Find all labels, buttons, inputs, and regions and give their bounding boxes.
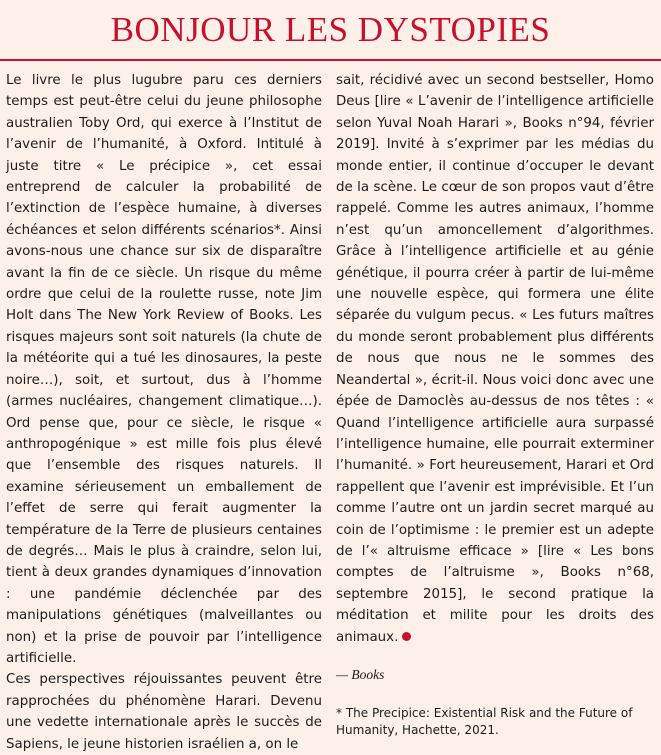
title-divider — [0, 59, 661, 61]
end-mark-icon — [402, 632, 411, 641]
paragraph-3-text: sait, récidivé avec un second bestseller, Homo Deus [lire « L’avenir de l’intelligence artificielle selon Yuval Noah Harari », Books n°94, février 2019]. Invité à s’exprimer par les médias du monde entier, il continue d’occuper le devant de la scène. Le cœur de son propos vaut d’être rappelé. Comme les autres animaux, l’homme n’est qu’un amoncellement d’algorithmes. Grâce à l’intelligence artificielle et au génie génétique, il pourra créer à partir de lui-même une nouvelle espèce, qui formera une élite séparée du vulgum pecus. « Les futurs maîtres du monde seront probablement plus différents de nous que nous ne le sommes des Neandertal », écrit-il. Nous voici donc avec une épée de Damoclès au-dessus de nos têtes : « Quand l’intelligence artificielle aura surpassé l’intelligence humaine, elle pourrait exterminer l’humanité. » Fort heureusement, Harari et Ord rappellent que l’avenir est imprévisible. Et l’un comme l’autre ont un jardin secret marqué au coin de l’optimisme : le premier est un adepte de l’« altruisme efficace » [lire « Les bons comptes de l’altruisme », Books n°68, septembre 2015], le second pratique la méditation et milite pour les droits des animaux. — [336, 73, 654, 645]
left-column — [6, 70, 322, 755]
signature: — Books — [336, 666, 385, 682]
paragraph-1: Le livre le plus lugubre paru ces derniers temps est peut-être celui du jeune philosophe australien Toby Ord, qui exerce à l’Institut de l’avenir de l’humanité, à Oxford. Intitulé à juste titre « Le précipice », cet essai entreprend de calculer la probabilité de l’extinction de l’espèce humaine, à diverses échéances et selon différents scénarios*. Ainsi avons-nous une chance sur six de disparaître avant la fin de ce siècle. Un risque du même ordre que celui de la roulette russe, note Jim Holt dans The New York Review of Books. Les risques majeurs sont soit naturels (la chute de la météorite qui a tué les dinosaures, la peste noire…), soit, et surtout, dus à l’homme (armes nucléaires, changement climatique…). Ord pense que, pour ce siècle, le risque « anthropogénique » est mille fois plus élevé que l’ensemble des risques naturels. Il examine sérieusement un emballement de l’effet de serre qui ferait augmenter la température de la Terre de plusieurs centaines de degrés… Mais le plus à craindre, selon lui, tient à deux grandes dynamiques d’innovation : une pandémie déclenchée par des manipulations génétiques (malveillantes ou non) et la prise de pouvoir par l’intelligence artificielle. — [6, 73, 322, 666]
paragraph-3 — [336, 70, 654, 648]
footnote: * The Precipice: Existential Risk and the Future of Humanity, Hachette, 2021. — [336, 706, 633, 738]
article-title: BONJOUR LES DYSTOPIES — [110, 10, 551, 49]
paragraph-2: Ces perspectives réjouissantes peuvent être rapprochées du phénomène Harari. Devenu une vedette internationale après le succès de Sapiens, le jeune historien israélien a, on le — [6, 672, 322, 752]
right-column — [336, 70, 654, 739]
